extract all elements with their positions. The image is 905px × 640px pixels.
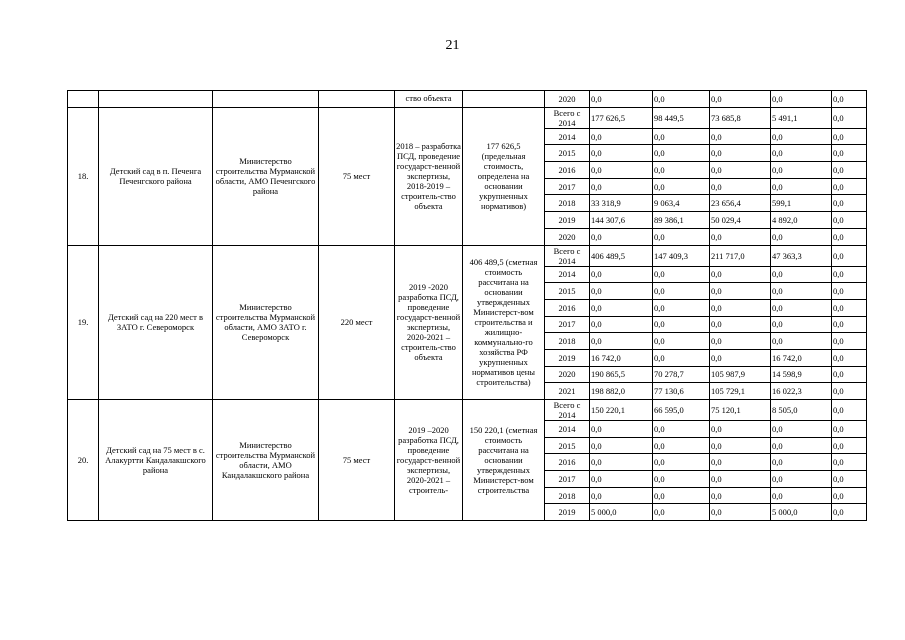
value-cell: 0,0 [590,145,653,162]
value-cell: 0,0 [590,487,653,504]
value-cell: 150 220,1 [590,400,653,421]
value-cell: 0,0 [590,178,653,195]
year-cell: 2020 [545,91,590,108]
value-cell: 50 029,4 [710,212,771,229]
value-cell: 211 717,0 [710,245,771,266]
value-cell: 198 882,0 [590,383,653,400]
value-cell: 144 307,6 [590,212,653,229]
value-cell: 0,0 [710,145,771,162]
value-cell: 0,0 [832,266,867,283]
project-capacity: 75 мест [319,107,395,245]
value-cell: 0,0 [653,162,710,179]
cell-empty [463,91,545,108]
value-cell: 75 120,1 [710,400,771,421]
value-cell: 0,0 [653,283,710,300]
value-cell: 0,0 [653,178,710,195]
value-cell: 0,0 [832,421,867,438]
year-cell: Всего с 2014 [545,245,590,266]
value-cell: 0,0 [771,228,832,245]
value-cell: 0,0 [653,145,710,162]
value-cell: 0,0 [710,471,771,488]
value-cell: 0,0 [653,91,710,108]
value-cell: 0,0 [771,316,832,333]
value-cell: 0,0 [590,299,653,316]
value-cell: 98 449,5 [653,107,710,128]
value-cell: 33 318,9 [590,195,653,212]
value-cell: 0,0 [832,400,867,421]
year-cell: 2017 [545,178,590,195]
value-cell: 0,0 [590,91,653,108]
value-cell: 0,0 [710,437,771,454]
value-cell: 105 729,1 [710,383,771,400]
value-cell: 0,0 [710,487,771,504]
value-cell: 0,0 [653,316,710,333]
year-cell: 2014 [545,266,590,283]
value-cell: 0,0 [710,316,771,333]
value-cell: 406 489,5 [590,245,653,266]
value-cell: 0,0 [832,245,867,266]
value-cell: 66 595,0 [653,400,710,421]
value-cell: 0,0 [771,162,832,179]
value-cell: 0,0 [832,349,867,366]
value-cell: 0,0 [710,91,771,108]
value-cell: 0,0 [832,454,867,471]
cell-empty [319,91,395,108]
year-cell: 2016 [545,162,590,179]
year-cell: 2015 [545,145,590,162]
value-cell: 0,0 [710,162,771,179]
value-cell: 0,0 [832,195,867,212]
value-cell: 0,0 [590,128,653,145]
value-cell: 0,0 [771,91,832,108]
value-cell: 0,0 [710,504,771,521]
value-cell: 0,0 [653,128,710,145]
project-name: Детский сад на 75 мест в с. Алакуртти Кандалакшского района [99,400,213,521]
year-cell: 2019 [545,504,590,521]
project-capacity: 220 мест [319,245,395,400]
value-cell: 0,0 [653,454,710,471]
year-cell: 2014 [545,421,590,438]
value-cell: 16 742,0 [590,349,653,366]
project-period: 2019 -2020 разработка ПСД, проведение государст-венной экспертизы, 2020-2021 – строитель-ство объекта [395,245,463,400]
project-cost: 177 626,5 (предельная стоимость, определена на основании укрупненных нормативов) [463,107,545,245]
project-capacity: 75 мест [319,400,395,521]
value-cell: 0,0 [832,316,867,333]
year-cell: 2020 [545,366,590,383]
value-cell: 147 409,3 [653,245,710,266]
year-cell: 2020 [545,228,590,245]
value-cell: 0,0 [590,162,653,179]
value-cell: 0,0 [832,504,867,521]
value-cell: 0,0 [771,299,832,316]
value-cell: 599,1 [771,195,832,212]
value-cell: 0,0 [653,504,710,521]
table-row [68,91,867,108]
value-cell: 0,0 [832,471,867,488]
value-cell: 177 626,5 [590,107,653,128]
year-cell: 2014 [545,128,590,145]
value-cell: 0,0 [832,437,867,454]
value-cell: 0,0 [771,283,832,300]
value-cell: 0,0 [590,333,653,350]
value-cell: 0,0 [590,266,653,283]
year-cell: 2016 [545,454,590,471]
project-name: Детский сад в п. Печенга Печенгского района [99,107,213,245]
project-responsible: Министерство строительства Мурманской области, АМО Кандалакшского района [213,400,319,521]
cell-empty [99,91,213,108]
value-cell: 0,0 [771,128,832,145]
value-cell: 5 000,0 [771,504,832,521]
value-cell: 0,0 [710,421,771,438]
value-cell: 9 063,4 [653,195,710,212]
project-number: 20. [68,400,99,521]
value-cell: 0,0 [832,178,867,195]
value-cell: 0,0 [710,228,771,245]
value-cell: 0,0 [710,349,771,366]
value-cell: 0,0 [710,178,771,195]
table-body [68,91,867,521]
cell-empty [68,91,99,108]
value-cell: 4 892,0 [771,212,832,229]
year-cell: 2018 [545,333,590,350]
project-cost: 406 489,5 (сметная стоимость рассчитана на основании утвержденных Министерст-вом строительства и жилищно-коммунально-го хозяйства РФ укрупненных нормативов цены строительства) [463,245,545,400]
year-cell: 2019 [545,349,590,366]
project-number: 18. [68,107,99,245]
value-cell: 0,0 [832,333,867,350]
year-cell: 2021 [545,383,590,400]
year-cell: 2018 [545,487,590,504]
value-cell: 0,0 [832,487,867,504]
value-cell: 0,0 [590,454,653,471]
value-cell: 0,0 [832,228,867,245]
value-cell: 5 491,1 [771,107,832,128]
value-cell: 0,0 [710,283,771,300]
value-cell: 0,0 [832,383,867,400]
year-cell: 2016 [545,299,590,316]
value-cell: 0,0 [832,366,867,383]
value-cell: 0,0 [590,471,653,488]
value-cell: 14 598,9 [771,366,832,383]
period-cell: ство объекта [395,91,463,108]
value-cell: 0,0 [590,437,653,454]
table-row [68,245,867,266]
year-cell: 2015 [545,283,590,300]
table-row [68,107,867,128]
cell-empty [213,91,319,108]
value-cell: 16 742,0 [771,349,832,366]
value-cell: 0,0 [590,228,653,245]
value-cell: 105 987,9 [710,366,771,383]
project-responsible: Министерство строительства Мурманской области, АМО Печенгского района [213,107,319,245]
year-cell: Всего с 2014 [545,107,590,128]
value-cell: 0,0 [590,421,653,438]
program-table [67,90,867,521]
project-responsible: Министерство строительства Мурманской области, АМО ЗАТО г. Североморск [213,245,319,400]
year-cell: 2019 [545,212,590,229]
value-cell: 0,0 [653,266,710,283]
value-cell: 0,0 [771,421,832,438]
value-cell: 0,0 [710,299,771,316]
value-cell: 5 000,0 [590,504,653,521]
value-cell: 0,0 [710,266,771,283]
value-cell: 0,0 [710,454,771,471]
year-cell: 2017 [545,471,590,488]
value-cell: 0,0 [590,283,653,300]
value-cell: 0,0 [832,107,867,128]
value-cell: 0,0 [832,299,867,316]
value-cell: 70 278,7 [653,366,710,383]
value-cell: 73 685,8 [710,107,771,128]
value-cell: 0,0 [653,333,710,350]
value-cell: 0,0 [653,228,710,245]
project-name: Детский сад на 220 мест в ЗАТО г. Североморск [99,245,213,400]
year-cell: 2018 [545,195,590,212]
value-cell: 0,0 [653,437,710,454]
value-cell: 0,0 [832,91,867,108]
value-cell: 0,0 [771,145,832,162]
value-cell: 0,0 [771,333,832,350]
value-cell: 0,0 [771,266,832,283]
project-cost: 150 220,1 (сметная стоимость рассчитана на основании утвержденных Министерст-вом строительства [463,400,545,521]
value-cell: 0,0 [710,128,771,145]
year-cell: 2017 [545,316,590,333]
value-cell: 0,0 [653,299,710,316]
year-cell: Всего с 2014 [545,400,590,421]
value-cell: 0,0 [832,162,867,179]
value-cell: 77 130,6 [653,383,710,400]
value-cell: 0,0 [653,487,710,504]
value-cell: 0,0 [590,316,653,333]
value-cell: 190 865,5 [590,366,653,383]
page-number: 21 [445,38,460,53]
value-cell: 47 363,3 [771,245,832,266]
year-cell: 2015 [545,437,590,454]
project-period: 2019 –2020 разработка ПСД, проведение государст-венной экспертизы, 2020-2021 – строитель- [395,400,463,521]
value-cell: 0,0 [653,349,710,366]
value-cell: 0,0 [832,145,867,162]
value-cell: 0,0 [832,212,867,229]
value-cell: 8 505,0 [771,400,832,421]
project-period: 2018 – разработка ПСД, проведение государст-венной экспертизы, 2018-2019 – строитель-ство объекта [395,107,463,245]
value-cell: 0,0 [771,178,832,195]
value-cell: 0,0 [771,454,832,471]
value-cell: 23 656,4 [710,195,771,212]
value-cell: 16 022,3 [771,383,832,400]
project-number: 19. [68,245,99,400]
value-cell: 89 386,1 [653,212,710,229]
value-cell: 0,0 [653,421,710,438]
value-cell: 0,0 [771,487,832,504]
value-cell: 0,0 [710,333,771,350]
value-cell: 0,0 [653,471,710,488]
value-cell: 0,0 [832,283,867,300]
value-cell: 0,0 [771,471,832,488]
value-cell: 0,0 [832,128,867,145]
table-row [68,400,867,421]
value-cell: 0,0 [771,437,832,454]
